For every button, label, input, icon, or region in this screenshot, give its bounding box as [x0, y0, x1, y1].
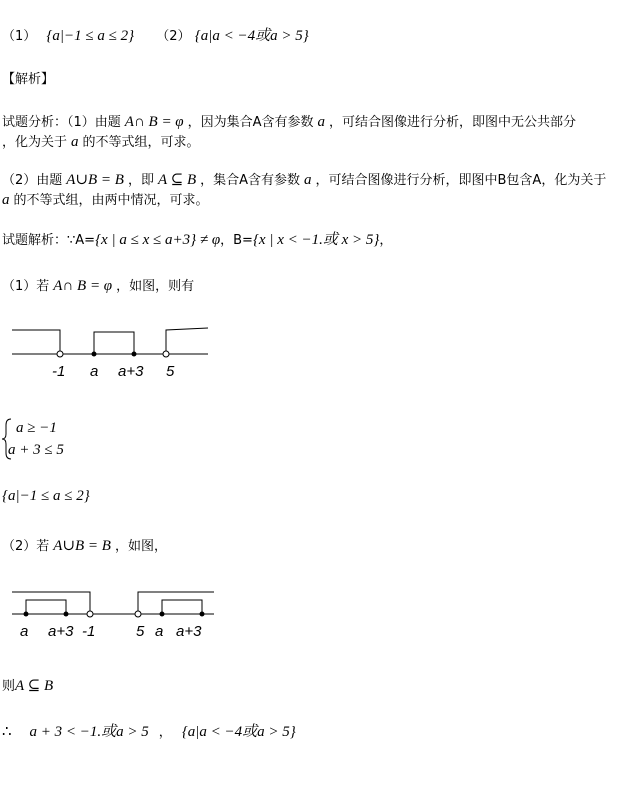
- figure2-closed-point-a-left: [24, 612, 29, 617]
- figure1-set-b-right: [166, 328, 208, 354]
- figure2-label-a3-left: a+3: [48, 623, 74, 640]
- solution-end: ，: [379, 233, 393, 248]
- analysis-var1: a: [317, 114, 326, 130]
- figure1-closed-point-a: [92, 352, 97, 357]
- therefore-symbol: ∴: [2, 724, 12, 740]
- answer-part1-label: （1）: [2, 29, 37, 44]
- answer-line: [2, 26, 309, 47]
- analysis-text2: ，可结合图像进行分析，即图中无公共部分: [329, 115, 577, 130]
- case1-tail: ，如图，则有: [116, 279, 195, 294]
- figure2-open-point-5: [135, 611, 141, 617]
- case2-tail: ，如图，: [114, 539, 167, 554]
- analysis2-line2-text: 的不等式组，由两中情况，可求。: [13, 193, 209, 208]
- answer-part2-label: （2）: [156, 29, 191, 44]
- figure2-closed-point-a-right: [160, 612, 165, 617]
- figure2-set-b-left: [12, 592, 90, 614]
- figure2-label-neg1: -1: [82, 623, 96, 640]
- solution-lead: 试题解析：∵A=: [2, 233, 96, 248]
- analysis2-line-2: [2, 190, 209, 211]
- figure1-set-a: [94, 332, 134, 354]
- analysis-line-1: [2, 112, 576, 133]
- final-line: [2, 722, 296, 743]
- analysis-line2-var: a: [71, 134, 79, 150]
- final-sep: ，: [158, 725, 172, 740]
- answer-part2-set: {a|a < −4或a > 5}: [194, 28, 309, 44]
- case1-line: [2, 276, 194, 297]
- case1-lead: （1）若: [2, 279, 50, 294]
- system-row-1: a ≥ −1: [16, 420, 57, 436]
- figure2-set-a-right: [162, 600, 202, 614]
- figure2-label-a-right: a: [155, 623, 164, 640]
- analysis-expr1: A∩ B = φ: [124, 114, 184, 130]
- figure1-label-neg1: -1: [52, 363, 66, 380]
- figure1-label-a: a: [90, 363, 99, 380]
- figure1-open-point-neg1: [57, 351, 63, 357]
- figure2-closed-point-a3-left: [64, 612, 69, 617]
- final-set: {a|a < −4或a > 5}: [181, 724, 296, 740]
- figure2-open-point-neg1: [87, 611, 93, 617]
- figure1-label-5: 5: [166, 363, 175, 380]
- analysis-lead: 试题分析：（1）由题: [2, 115, 121, 130]
- analysis-text1: ，因为集合A含有参数: [187, 115, 314, 130]
- figure2-label-a3-right: a+3: [176, 623, 202, 640]
- solution-mid: ，B=: [220, 233, 253, 248]
- analysis2-mid2: ，集合A含有参数: [200, 173, 301, 188]
- analysis-line2b: 的不等式组，可求。: [82, 135, 200, 150]
- solution-setA: {x | a ≤ x ≤ a+3} ≠ φ: [95, 232, 221, 248]
- figure2-closed-point-a3-right: [200, 612, 205, 617]
- analysis2-line2-var: a: [2, 192, 10, 208]
- analysis2-var1: a: [304, 172, 312, 188]
- analysis2-lead: （2）由题: [2, 173, 63, 188]
- system-row-2: a + 3 ≤ 5: [8, 442, 64, 458]
- analysis2-mid3: ，可结合图像进行分析，即图中B包含A，化为关于: [315, 173, 607, 188]
- figure1-number-line: [8, 322, 238, 382]
- solution-setB: {x | x < −1.或 x > 5}: [252, 232, 380, 248]
- analysis2-line-1: [2, 170, 606, 191]
- then-lead: 则: [2, 679, 16, 694]
- figure1-open-point-5: [163, 351, 169, 357]
- solution-line: [2, 230, 392, 251]
- case1-expr: A∩ B = φ: [53, 278, 113, 294]
- case2-line: [2, 536, 167, 557]
- case2-lead: （2）若: [2, 539, 50, 554]
- then-line: [2, 676, 53, 697]
- answer-part1-set: {a|−1 ≤ a ≤ 2}: [46, 28, 135, 44]
- figure1-set-b-left: [12, 330, 60, 354]
- analysis2-expr1: A∪B = B: [66, 172, 124, 188]
- figure2-set-b-right: [138, 592, 214, 614]
- analysis2-expr2: A ⊆ B: [157, 172, 197, 188]
- figure2-label-5: 5: [136, 623, 145, 640]
- result1: {a|−1 ≤ a ≤ 2}: [2, 488, 90, 504]
- case2-expr: A∪B = B: [53, 538, 111, 554]
- section-header: 【解析】: [2, 72, 55, 87]
- figure2-set-a-left: [26, 600, 66, 614]
- analysis-line-2: [2, 132, 200, 153]
- figure2-number-line: [8, 582, 233, 642]
- figure2-label-a-left: a: [20, 623, 29, 640]
- figure1-label-a3: a+3: [118, 363, 144, 380]
- figure1-closed-point-a3: [132, 352, 137, 357]
- then-expr: A ⊆ B: [15, 678, 54, 694]
- analysis2-mid1: ，即: [127, 173, 154, 188]
- final-expr: a + 3 < −1.或a > 5: [29, 724, 149, 740]
- analysis-line2a: ，化为关于: [2, 135, 68, 150]
